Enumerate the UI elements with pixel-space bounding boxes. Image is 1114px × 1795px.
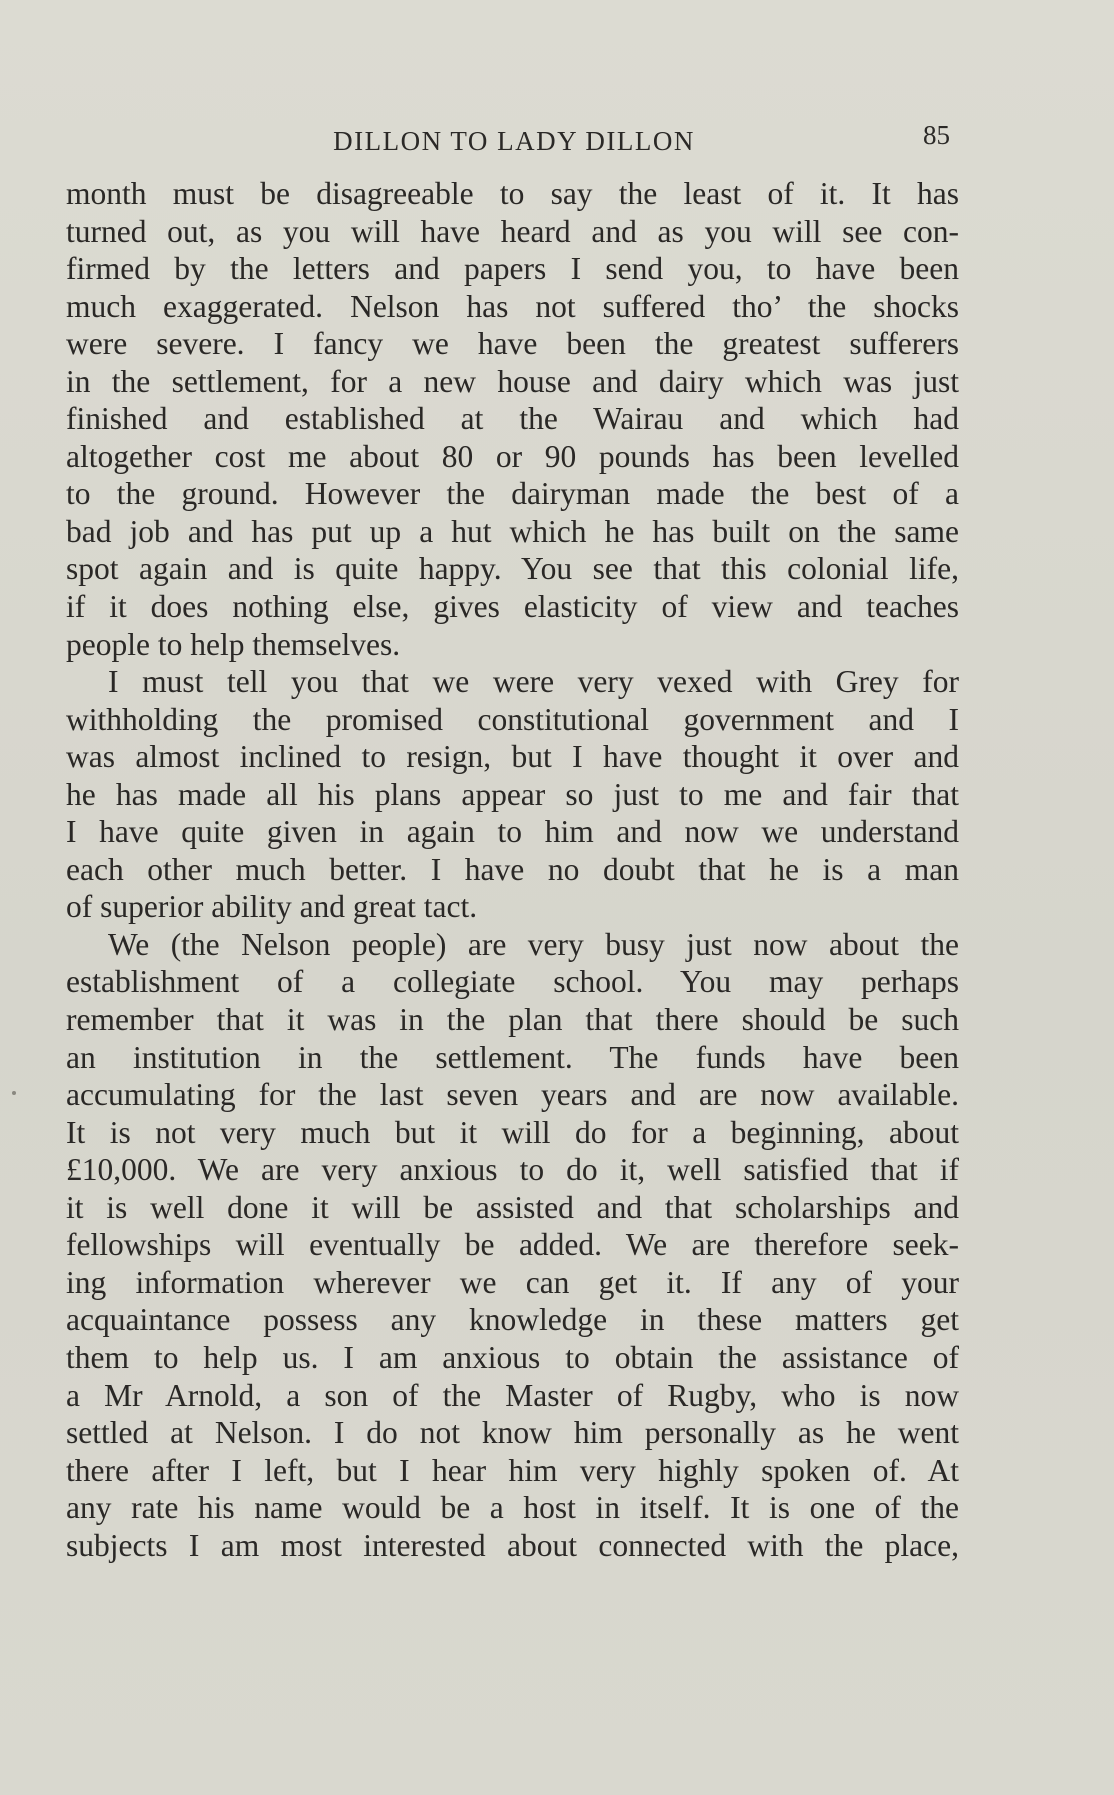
body-text: [66, 175, 959, 1564]
text-line: remember that it was in the plan that there should be such: [66, 1002, 959, 1038]
text-line: each other much better. I have no doubt that he is a man: [66, 851, 959, 887]
text-line: much exaggerated. Nelson has not suffered tho’ the shocks: [66, 288, 959, 324]
text-line: turned out, as you will have heard and as you will see con-: [66, 213, 959, 249]
text-line: to the ground. However the dairyman made the best of a: [66, 476, 959, 512]
text-line: people to help themselves.: [66, 626, 401, 662]
text-line: it is well done it will be assisted and that scholarships and: [66, 1189, 959, 1225]
text-line: acquaintance possess any knowledge in these matters get: [66, 1302, 959, 1338]
running-head: [66, 120, 962, 160]
text-line: settled at Nelson. I do not know him personally as he went: [66, 1415, 959, 1451]
running-title: DILLON TO LADY DILLON: [333, 126, 695, 156]
text-line: We (the Nelson people) are very busy just now about the: [108, 926, 959, 962]
text-line: establishment of a collegiate school. You may perhaps: [66, 964, 959, 1000]
text-line: ing information wherever we can get it. If any of your: [66, 1264, 959, 1300]
text-line: bad job and has put up a hut which he has built on the same: [66, 513, 959, 549]
text-line: of superior ability and great tact.: [66, 889, 478, 925]
margin-speck: [12, 1091, 16, 1095]
text-line: I must tell you that we were very vexed with Grey for: [108, 664, 959, 700]
text-line: fellowships will eventually be added. We are therefore seek-: [66, 1227, 959, 1263]
text-line: a Mr Arnold, a son of the Master of Rugby, who is now: [66, 1377, 959, 1413]
text-line: £10,000. We are very anxious to do it, well satisfied that if: [66, 1152, 959, 1188]
text-line: spot again and is quite happy. You see that this colonial life,: [66, 551, 959, 587]
text-line: there after I left, but I hear him very highly spoken of. At: [66, 1452, 959, 1488]
text-line: he has made all his plans appear so just to me and fair that: [66, 776, 959, 812]
text-line: an institution in the settlement. The funds have been: [66, 1039, 959, 1075]
text-line: subjects I am most interested about connected with the place,: [66, 1527, 959, 1563]
text-line: if it does nothing else, gives elasticity of view and teaches: [66, 589, 959, 625]
text-line: It is not very much but it will do for a beginning, about: [66, 1114, 959, 1150]
text-line: withholding the promised constitutional government and I: [66, 701, 959, 737]
text-line: accumulating for the last seven years and are now available.: [66, 1077, 959, 1113]
text-line: them to help us. I am anxious to obtain the assistance of: [66, 1339, 959, 1375]
text-line: firmed by the letters and papers I send you, to have been: [66, 251, 959, 287]
text-line: I have quite given in again to him and now we understand: [66, 814, 959, 850]
text-line: altogether cost me about 80 or 90 pounds has been levelled: [66, 438, 959, 474]
text-line: were severe. I fancy we have been the greatest sufferers: [66, 326, 959, 362]
text-line: was almost inclined to resign, but I have thought it over and: [66, 739, 959, 775]
text-line: month must be disagreeable to say the least of it. It has: [66, 176, 959, 211]
text-line: any rate his name would be a host in itself. It is one of the: [66, 1490, 959, 1526]
text-line: in the settlement, for a new house and dairy which was just: [66, 363, 959, 399]
text-line: finished and established at the Wairau and which had: [66, 401, 959, 437]
page-number: 85: [923, 120, 950, 150]
